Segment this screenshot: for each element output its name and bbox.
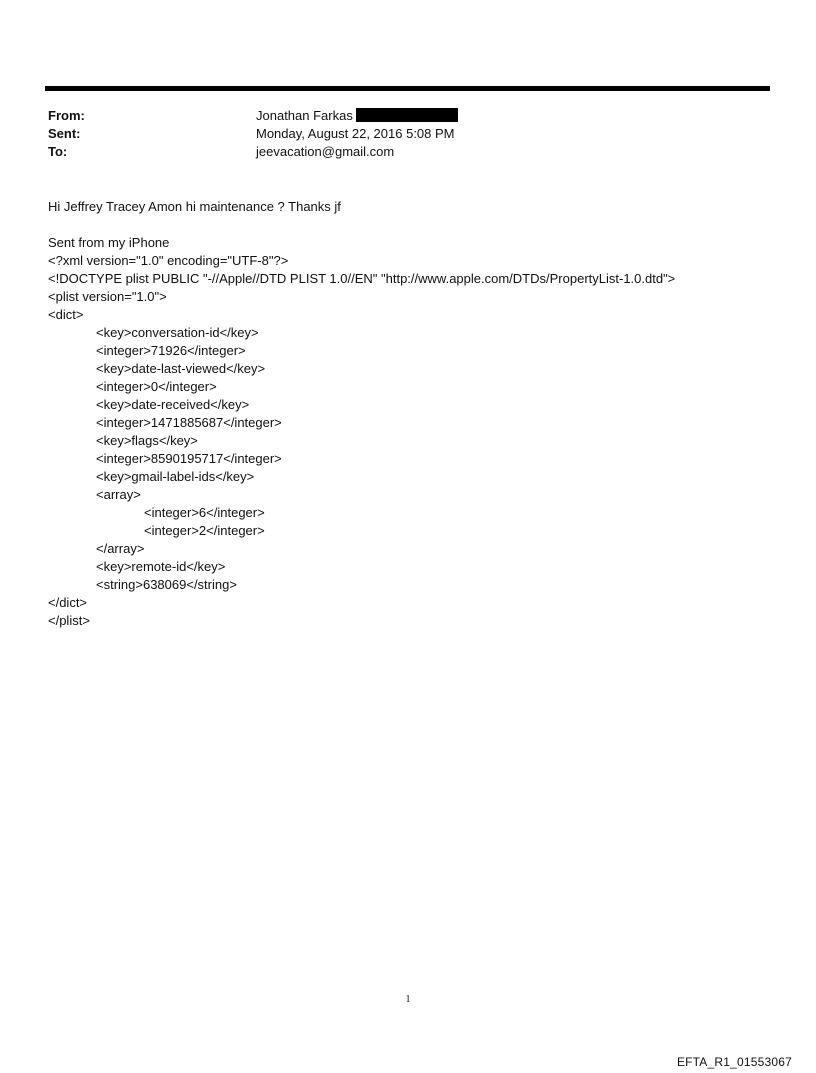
- xml-line: </dict>: [48, 595, 88, 610]
- sent-label: Sent:: [48, 126, 81, 141]
- to-label: To:: [48, 144, 68, 159]
- xml-line: <array>: [96, 487, 141, 502]
- message-body: Hi Jeffrey Tracey Amon hi maintenance ? Thanks jf: [48, 199, 341, 214]
- page-number: 1: [405, 994, 411, 1005]
- xml-line: <dict>: [48, 307, 84, 322]
- xml-line: <key>flags</key>: [96, 433, 198, 448]
- xml-line: <?xml version="1.0" encoding="UTF-8"?>: [48, 253, 289, 268]
- from-label: From:: [48, 108, 85, 123]
- xml-line: <key>gmail-label-ids</key>: [96, 469, 255, 484]
- xml-line: <key>conversation-id</key>: [96, 325, 259, 340]
- xml-line: <integer>71926</integer>: [96, 343, 246, 358]
- xml-line: <integer>6</integer>: [144, 505, 265, 520]
- header-rule: [45, 86, 770, 91]
- xml-line: <integer>2</integer>: [144, 523, 265, 538]
- xml-line: <integer>1471885687</integer>: [96, 415, 282, 430]
- xml-line: <key>date-received</key>: [96, 397, 250, 412]
- to-value: jeevacation@gmail.com: [256, 144, 395, 159]
- xml-line: <integer>0</integer>: [96, 379, 217, 394]
- xml-line: <!DOCTYPE plist PUBLIC "-//Apple//DTD PLIST 1.0//EN" "http://www.apple.com/DTDs/PropertyList-1.0.dtd">: [48, 271, 676, 286]
- xml-line: <string>638069</string>: [96, 577, 237, 592]
- from-value: [256, 107, 458, 125]
- bates-number: EFTA_R1_01553067: [676, 1055, 792, 1069]
- redaction-box: [356, 108, 458, 122]
- xml-line: <integer>8590195717</integer>: [96, 451, 282, 466]
- xml-line: </plist>: [48, 613, 90, 628]
- xml-line: <key>date-last-viewed</key>: [96, 361, 266, 376]
- signature-line: Sent from my iPhone: [48, 235, 170, 250]
- sender-name: Jonathan Farkas: [256, 108, 353, 123]
- xml-block: [48, 235, 676, 630]
- xml-line: <plist version="1.0">: [48, 289, 167, 304]
- xml-line: </array>: [96, 541, 145, 556]
- xml-line: <key>remote-id</key>: [96, 559, 226, 574]
- sent-value: Monday, August 22, 2016 5:08 PM: [256, 126, 455, 141]
